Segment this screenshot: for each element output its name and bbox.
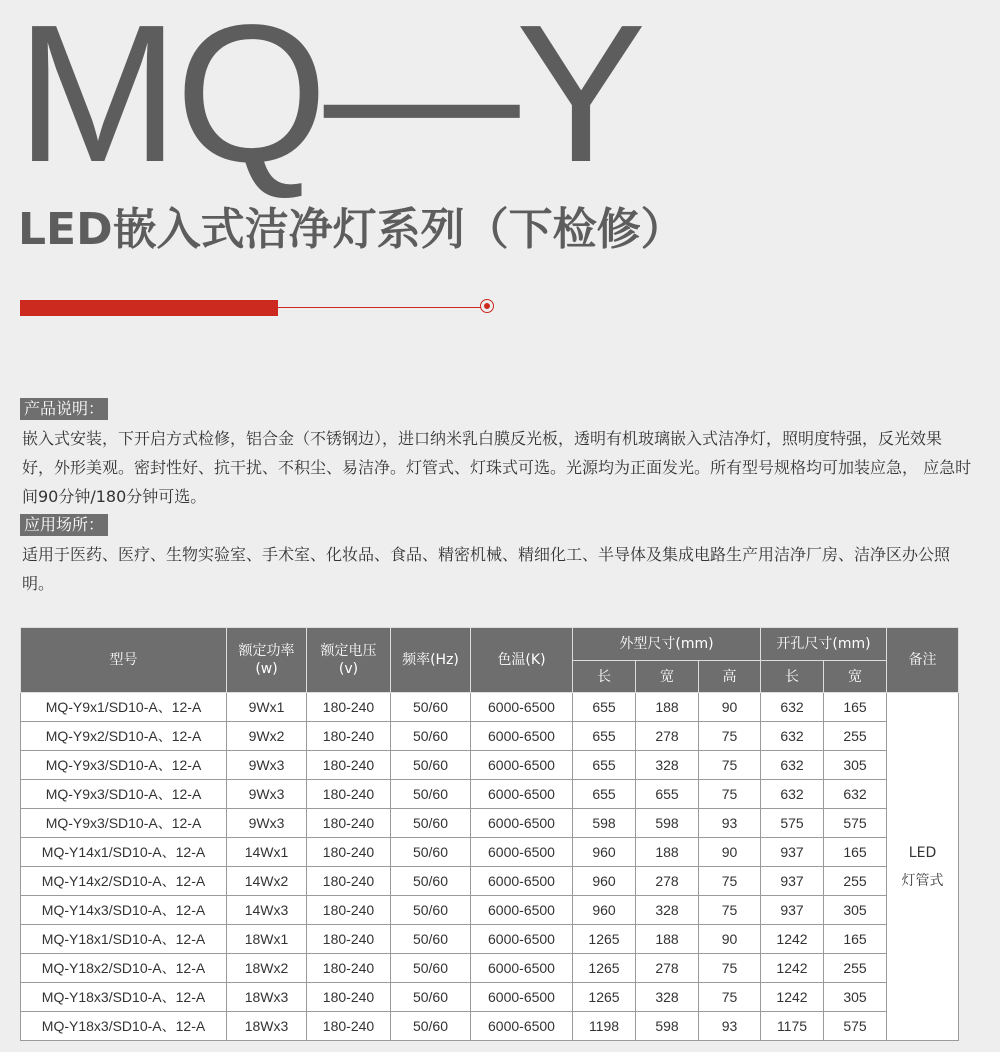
cell-model: MQ-Y9x2/SD10-A、12-A <box>21 722 227 751</box>
cell-outer-width: 278 <box>636 722 699 751</box>
cell-outer-width: 655 <box>636 780 699 809</box>
cell-cutout-width: 632 <box>824 780 887 809</box>
cell-cutout-width: 255 <box>824 954 887 983</box>
cell-cutout-width: 255 <box>824 722 887 751</box>
cell-power: 9Wx1 <box>227 693 307 722</box>
header-cutout-width: 宽 <box>824 661 887 693</box>
cell-model: MQ-Y18x1/SD10-A、12-A <box>21 925 227 954</box>
cell-cutout-length: 632 <box>761 693 824 722</box>
cell-color-temp: 6000-6500 <box>471 954 573 983</box>
cell-outer-length: 655 <box>573 722 636 751</box>
cell-frequency: 50/60 <box>391 809 471 838</box>
table-row <box>21 896 959 925</box>
cell-power: 14Wx3 <box>227 896 307 925</box>
cell-outer-height: 75 <box>699 722 761 751</box>
cell-frequency: 50/60 <box>391 867 471 896</box>
cell-power: 18Wx3 <box>227 1012 307 1041</box>
cell-power: 18Wx3 <box>227 983 307 1012</box>
cell-cutout-length: 1242 <box>761 983 824 1012</box>
cell-power: 14Wx2 <box>227 867 307 896</box>
cell-cutout-width: 575 <box>824 1012 887 1041</box>
cell-voltage: 180-240 <box>307 780 391 809</box>
cell-cutout-width: 165 <box>824 925 887 954</box>
table-row <box>21 809 959 838</box>
cell-outer-width: 188 <box>636 838 699 867</box>
header-voltage-unit: (v) <box>338 661 359 677</box>
cell-outer-height: 90 <box>699 693 761 722</box>
table-row <box>21 751 959 780</box>
cell-cutout-length: 1175 <box>761 1012 824 1041</box>
cell-voltage: 180-240 <box>307 925 391 954</box>
cell-outer-length: 960 <box>573 838 636 867</box>
header-power <box>227 628 307 693</box>
cell-outer-height: 93 <box>699 1012 761 1041</box>
cell-voltage: 180-240 <box>307 809 391 838</box>
table-row <box>21 722 959 751</box>
cell-outer-length: 655 <box>573 751 636 780</box>
cell-model: MQ-Y18x2/SD10-A、12-A <box>21 954 227 983</box>
cell-cutout-width: 305 <box>824 983 887 1012</box>
cell-cutout-width: 165 <box>824 693 887 722</box>
header-model: 型号 <box>21 628 227 693</box>
table-row <box>21 925 959 954</box>
accent-divider <box>20 298 500 318</box>
cell-color-temp: 6000-6500 <box>471 896 573 925</box>
cell-outer-height: 90 <box>699 838 761 867</box>
cell-voltage: 180-240 <box>307 954 391 983</box>
header-power-label: 额定功率 <box>238 643 295 659</box>
cell-frequency: 50/60 <box>391 983 471 1012</box>
cell-frequency: 50/60 <box>391 925 471 954</box>
cell-outer-length: 598 <box>573 809 636 838</box>
remark-line: 灯管式 <box>901 872 944 889</box>
cell-outer-length: 655 <box>573 780 636 809</box>
cell-outer-width: 188 <box>636 925 699 954</box>
table-row <box>21 954 959 983</box>
cell-outer-height: 75 <box>699 983 761 1012</box>
spec-table <box>20 627 959 1041</box>
cell-outer-width: 328 <box>636 751 699 780</box>
cell-voltage: 180-240 <box>307 983 391 1012</box>
header-outer-size: 外型尺寸(mm) <box>573 628 761 661</box>
cell-voltage: 180-240 <box>307 693 391 722</box>
cell-power: 18Wx2 <box>227 954 307 983</box>
accent-bar <box>20 300 278 316</box>
model-title: MQ—Y <box>16 0 643 203</box>
cell-outer-length: 1265 <box>573 983 636 1012</box>
header-power-unit: (w) <box>255 661 278 677</box>
cell-frequency: 50/60 <box>391 896 471 925</box>
cell-outer-width: 278 <box>636 954 699 983</box>
cell-outer-width: 328 <box>636 983 699 1012</box>
cell-model: MQ-Y9x1/SD10-A、12-A <box>21 693 227 722</box>
cell-frequency: 50/60 <box>391 954 471 983</box>
cell-voltage: 180-240 <box>307 867 391 896</box>
cell-frequency: 50/60 <box>391 693 471 722</box>
table-row <box>21 838 959 867</box>
cell-cutout-length: 937 <box>761 896 824 925</box>
cell-frequency: 50/60 <box>391 722 471 751</box>
series-title: LED嵌入式洁净灯系列（下检修） <box>18 204 685 255</box>
cell-cutout-width: 165 <box>824 838 887 867</box>
cell-voltage: 180-240 <box>307 838 391 867</box>
header-color-temp: 色温(K) <box>471 628 573 693</box>
header-cutout-size: 开孔尺寸(mm) <box>761 628 887 661</box>
cell-cutout-length: 937 <box>761 867 824 896</box>
cell-outer-length: 960 <box>573 867 636 896</box>
cell-voltage: 180-240 <box>307 751 391 780</box>
application-text: 适用于医药、医疗、生物实验室、手术室、化妆品、食品、精密机械、精细化工、半导体及集成电路生产用洁净厂房、洁净区办公照明。 <box>22 545 951 593</box>
cell-voltage: 180-240 <box>307 722 391 751</box>
cell-power: 18Wx1 <box>227 925 307 954</box>
cell-outer-height: 93 <box>699 809 761 838</box>
cell-frequency: 50/60 <box>391 751 471 780</box>
cell-cutout-length: 937 <box>761 838 824 867</box>
cell-color-temp: 6000-6500 <box>471 722 573 751</box>
cell-outer-height: 75 <box>699 954 761 983</box>
cell-color-temp: 6000-6500 <box>471 751 573 780</box>
cell-power: 9Wx2 <box>227 722 307 751</box>
cell-color-temp: 6000-6500 <box>471 693 573 722</box>
cell-power: 9Wx3 <box>227 809 307 838</box>
cell-outer-length: 960 <box>573 896 636 925</box>
header-voltage <box>307 628 391 693</box>
cell-outer-height: 75 <box>699 867 761 896</box>
table-row <box>21 1012 959 1041</box>
cell-color-temp: 6000-6500 <box>471 780 573 809</box>
cell-model: MQ-Y14x2/SD10-A、12-A <box>21 867 227 896</box>
cell-color-temp: 6000-6500 <box>471 809 573 838</box>
cell-power: 14Wx1 <box>227 838 307 867</box>
spec-table-body <box>21 693 959 1041</box>
cell-outer-length: 655 <box>573 693 636 722</box>
cell-outer-width: 598 <box>636 809 699 838</box>
cell-color-temp: 6000-6500 <box>471 867 573 896</box>
cell-cutout-width: 305 <box>824 896 887 925</box>
cell-outer-height: 90 <box>699 925 761 954</box>
cell-model: MQ-Y18x3/SD10-A、12-A <box>21 983 227 1012</box>
table-row <box>21 693 959 722</box>
cell-model: MQ-Y9x3/SD10-A、12-A <box>21 809 227 838</box>
header-outer-width: 宽 <box>636 661 699 693</box>
cell-voltage: 180-240 <box>307 896 391 925</box>
table-row <box>21 983 959 1012</box>
cell-frequency: 50/60 <box>391 780 471 809</box>
cell-voltage: 180-240 <box>307 1012 391 1041</box>
cell-outer-length: 1265 <box>573 954 636 983</box>
remark-line: LED <box>908 844 937 861</box>
table-row <box>21 780 959 809</box>
cell-outer-width: 328 <box>636 896 699 925</box>
cell-outer-width: 188 <box>636 693 699 722</box>
cell-cutout-width: 575 <box>824 809 887 838</box>
description-label: 产品说明： <box>20 398 108 420</box>
cell-color-temp: 6000-6500 <box>471 838 573 867</box>
cell-frequency: 50/60 <box>391 1012 471 1041</box>
cell-model: MQ-Y14x3/SD10-A、12-A <box>21 896 227 925</box>
cell-cutout-length: 1242 <box>761 925 824 954</box>
cell-cutout-length: 1242 <box>761 954 824 983</box>
cell-cutout-width: 255 <box>824 867 887 896</box>
header-remark: 备注 <box>887 628 959 693</box>
cell-cutout-length: 575 <box>761 809 824 838</box>
cell-outer-height: 75 <box>699 780 761 809</box>
description-text: 嵌入式安装，下开启方式检修，铝合金（不锈钢边），进口纳米乳白膜反光板，透明有机玻璃嵌入式洁净灯，照明度特强，反光效果好，外形美观。密封性好、抗干扰、不积尘、易洁净。灯管式、灯珠式可选。光源均为正面发光。所有型号规格均可加装应急， 应急时间90分钟/180分钟可选。 <box>22 429 972 506</box>
header-voltage-label: 额定电压 <box>320 643 377 659</box>
cell-model: MQ-Y14x1/SD10-A、12-A <box>21 838 227 867</box>
application-label: 应用场所： <box>20 514 108 536</box>
cell-power: 9Wx3 <box>227 751 307 780</box>
cell-cutout-length: 632 <box>761 722 824 751</box>
header-outer-length: 长 <box>573 661 636 693</box>
cell-outer-length: 1198 <box>573 1012 636 1041</box>
cell-cutout-width: 305 <box>824 751 887 780</box>
cell-outer-width: 598 <box>636 1012 699 1041</box>
cell-model: MQ-Y18x3/SD10-A、12-A <box>21 1012 227 1041</box>
accent-dot-icon <box>480 299 494 313</box>
cell-model: MQ-Y9x3/SD10-A、12-A <box>21 780 227 809</box>
cell-model: MQ-Y9x3/SD10-A、12-A <box>21 751 227 780</box>
accent-thin-line <box>278 307 486 308</box>
cell-color-temp: 6000-6500 <box>471 983 573 1012</box>
cell-outer-length: 1265 <box>573 925 636 954</box>
header-frequency: 频率(Hz) <box>391 628 471 693</box>
cell-frequency: 50/60 <box>391 838 471 867</box>
cell-cutout-length: 632 <box>761 780 824 809</box>
cell-outer-height: 75 <box>699 751 761 780</box>
cell-remark <box>887 693 959 1041</box>
cell-cutout-length: 632 <box>761 751 824 780</box>
cell-power: 9Wx3 <box>227 780 307 809</box>
table-row <box>21 867 959 896</box>
cell-outer-height: 75 <box>699 896 761 925</box>
header-outer-height: 高 <box>699 661 761 693</box>
header-cutout-length: 长 <box>761 661 824 693</box>
cell-color-temp: 6000-6500 <box>471 1012 573 1041</box>
cell-color-temp: 6000-6500 <box>471 925 573 954</box>
cell-outer-width: 278 <box>636 867 699 896</box>
